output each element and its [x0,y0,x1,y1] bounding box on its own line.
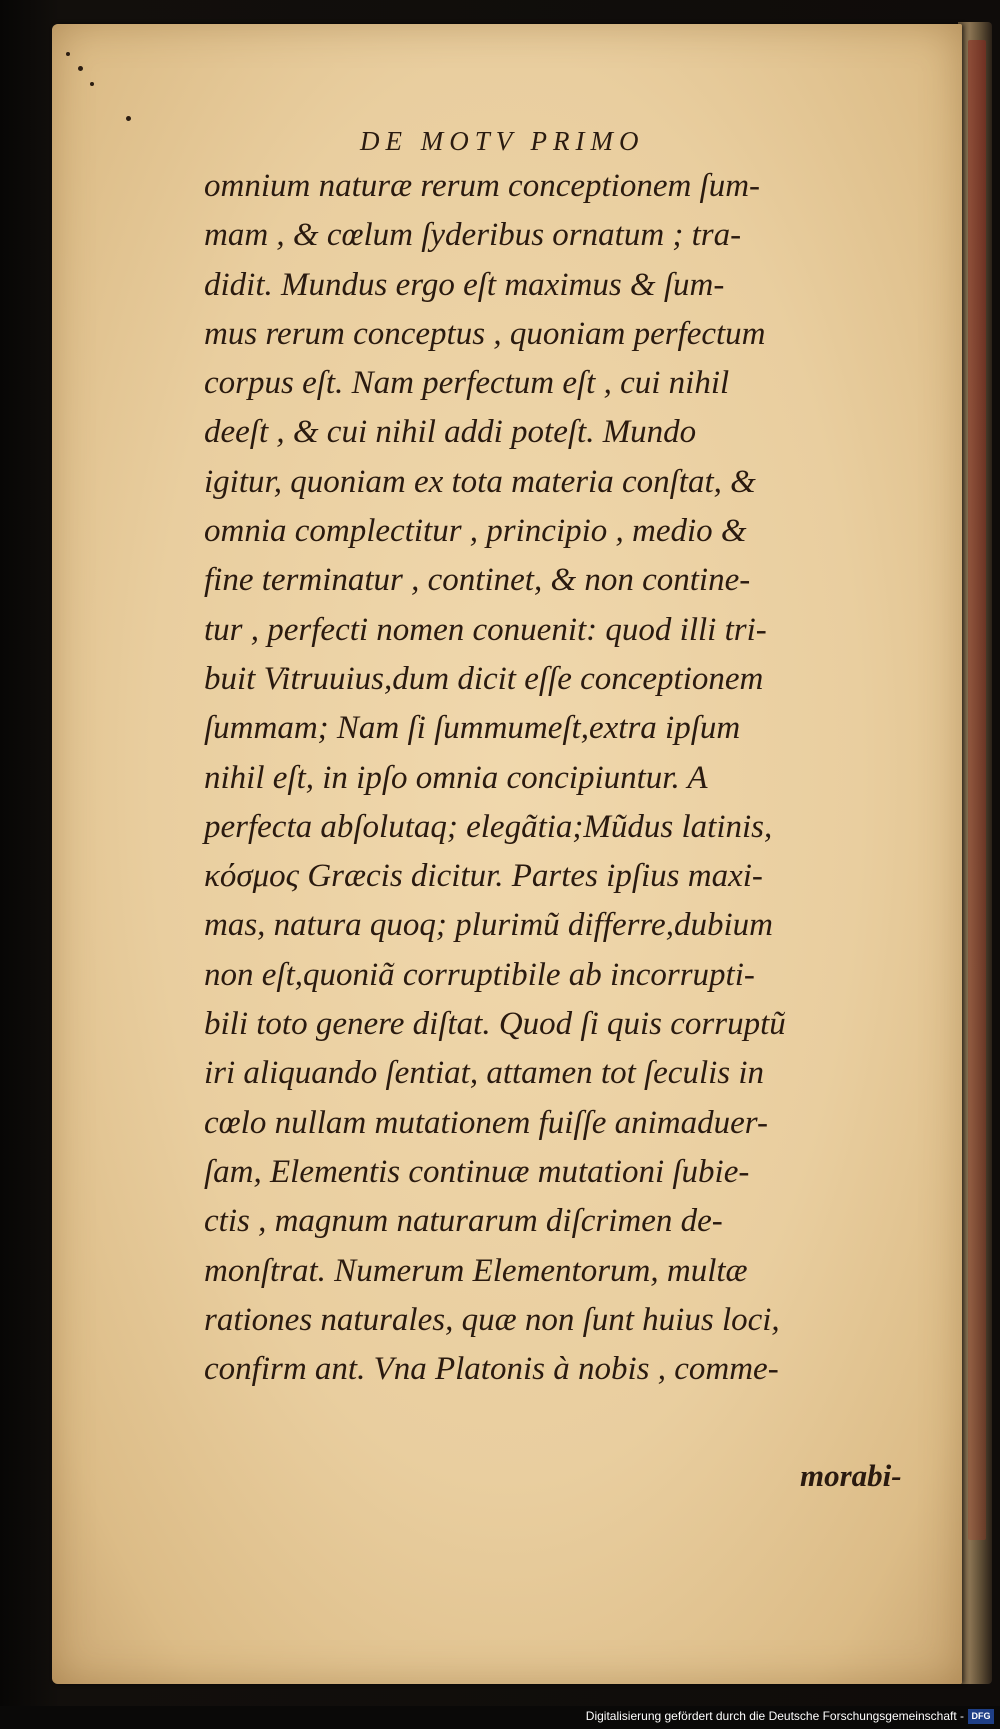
text-line: monſtrat. Numerum Elementorum, multæ [204,1252,748,1289]
text-line: iri aliquando ſentiat, attamen tot ſeculis in [204,1055,765,1092]
text-line: nihil eſt, in ipſo omnia concipiuntur. A [204,759,708,796]
text-line: omnia complectitur , principio , medio & [204,513,747,550]
page-body-text [204,162,934,1394]
text-line: mam , & cœlum ſyderibus ornatum ; tra- [204,217,742,254]
text-line: ſam, Elementis continuæ mutationi ſubie- [204,1153,750,1190]
text-line: κόσμος Græcis dicitur. Partes ipſius maxi- [204,858,763,895]
text-line: mas, natura quoq; plurimũ differre,dubium [204,907,773,944]
text-line: corpus eſt. Nam perfectum eſt , cui nihil [204,365,730,402]
text-line: omnium naturæ rerum conceptionem ſum- [204,168,761,204]
page-edge-tint [968,40,986,1540]
text-line: bili toto genere diſtat. Quod ſi quis corruptũ [204,1006,786,1043]
text-line: fine terminatur , continet, & non contine- [204,562,751,599]
text-line: mus rerum conceptus , quoniam perfectum [204,315,766,352]
ink-speck [66,52,70,56]
text-line: confirm ant. Vna Platonis à nobis , comme- [204,1351,779,1388]
text-line: tur , perfecti nomen conuenit: quod illi tri- [204,611,767,648]
text-line: didit. Mundus ergo eſt maximus & ſum- [204,266,725,303]
text-line: non eſt,quoniã corruptibile ab incorrupti- [204,956,755,993]
text-line: buit Vitruuius,dum dicit eſſe conceptionem [204,660,764,697]
ink-speck [90,82,94,86]
text-line: deeſt , & cui nihil addi poteſt. Mundo [204,414,697,451]
dfg-logo: DFG [968,1709,994,1724]
text-line: igitur, quoniam ex tota materia conſtat, & [204,463,756,500]
ink-speck [126,116,131,121]
text-line: ſummam; Nam ſi ſummumeſt,extra ipſum [204,710,741,747]
text-line: rationes naturales, quæ non ſunt huius loci, [204,1301,780,1338]
digitization-credit: Digitalisierung gefördert durch die Deutsche Forschungsgemeinschaft - [585,1709,964,1723]
text-line: cœlo nullam mutationem fuiſſe animaduer- [204,1104,768,1141]
running-head: DE MOTV PRIMO [360,126,645,156]
text-line: ctis , magnum naturarum diſcrimen de- [204,1203,723,1240]
ink-speck [78,66,83,71]
catchword: morabi- [800,1458,902,1493]
text-line: perfecta abſolutaq; elegãtia;Mũdus latinis, [204,808,773,845]
